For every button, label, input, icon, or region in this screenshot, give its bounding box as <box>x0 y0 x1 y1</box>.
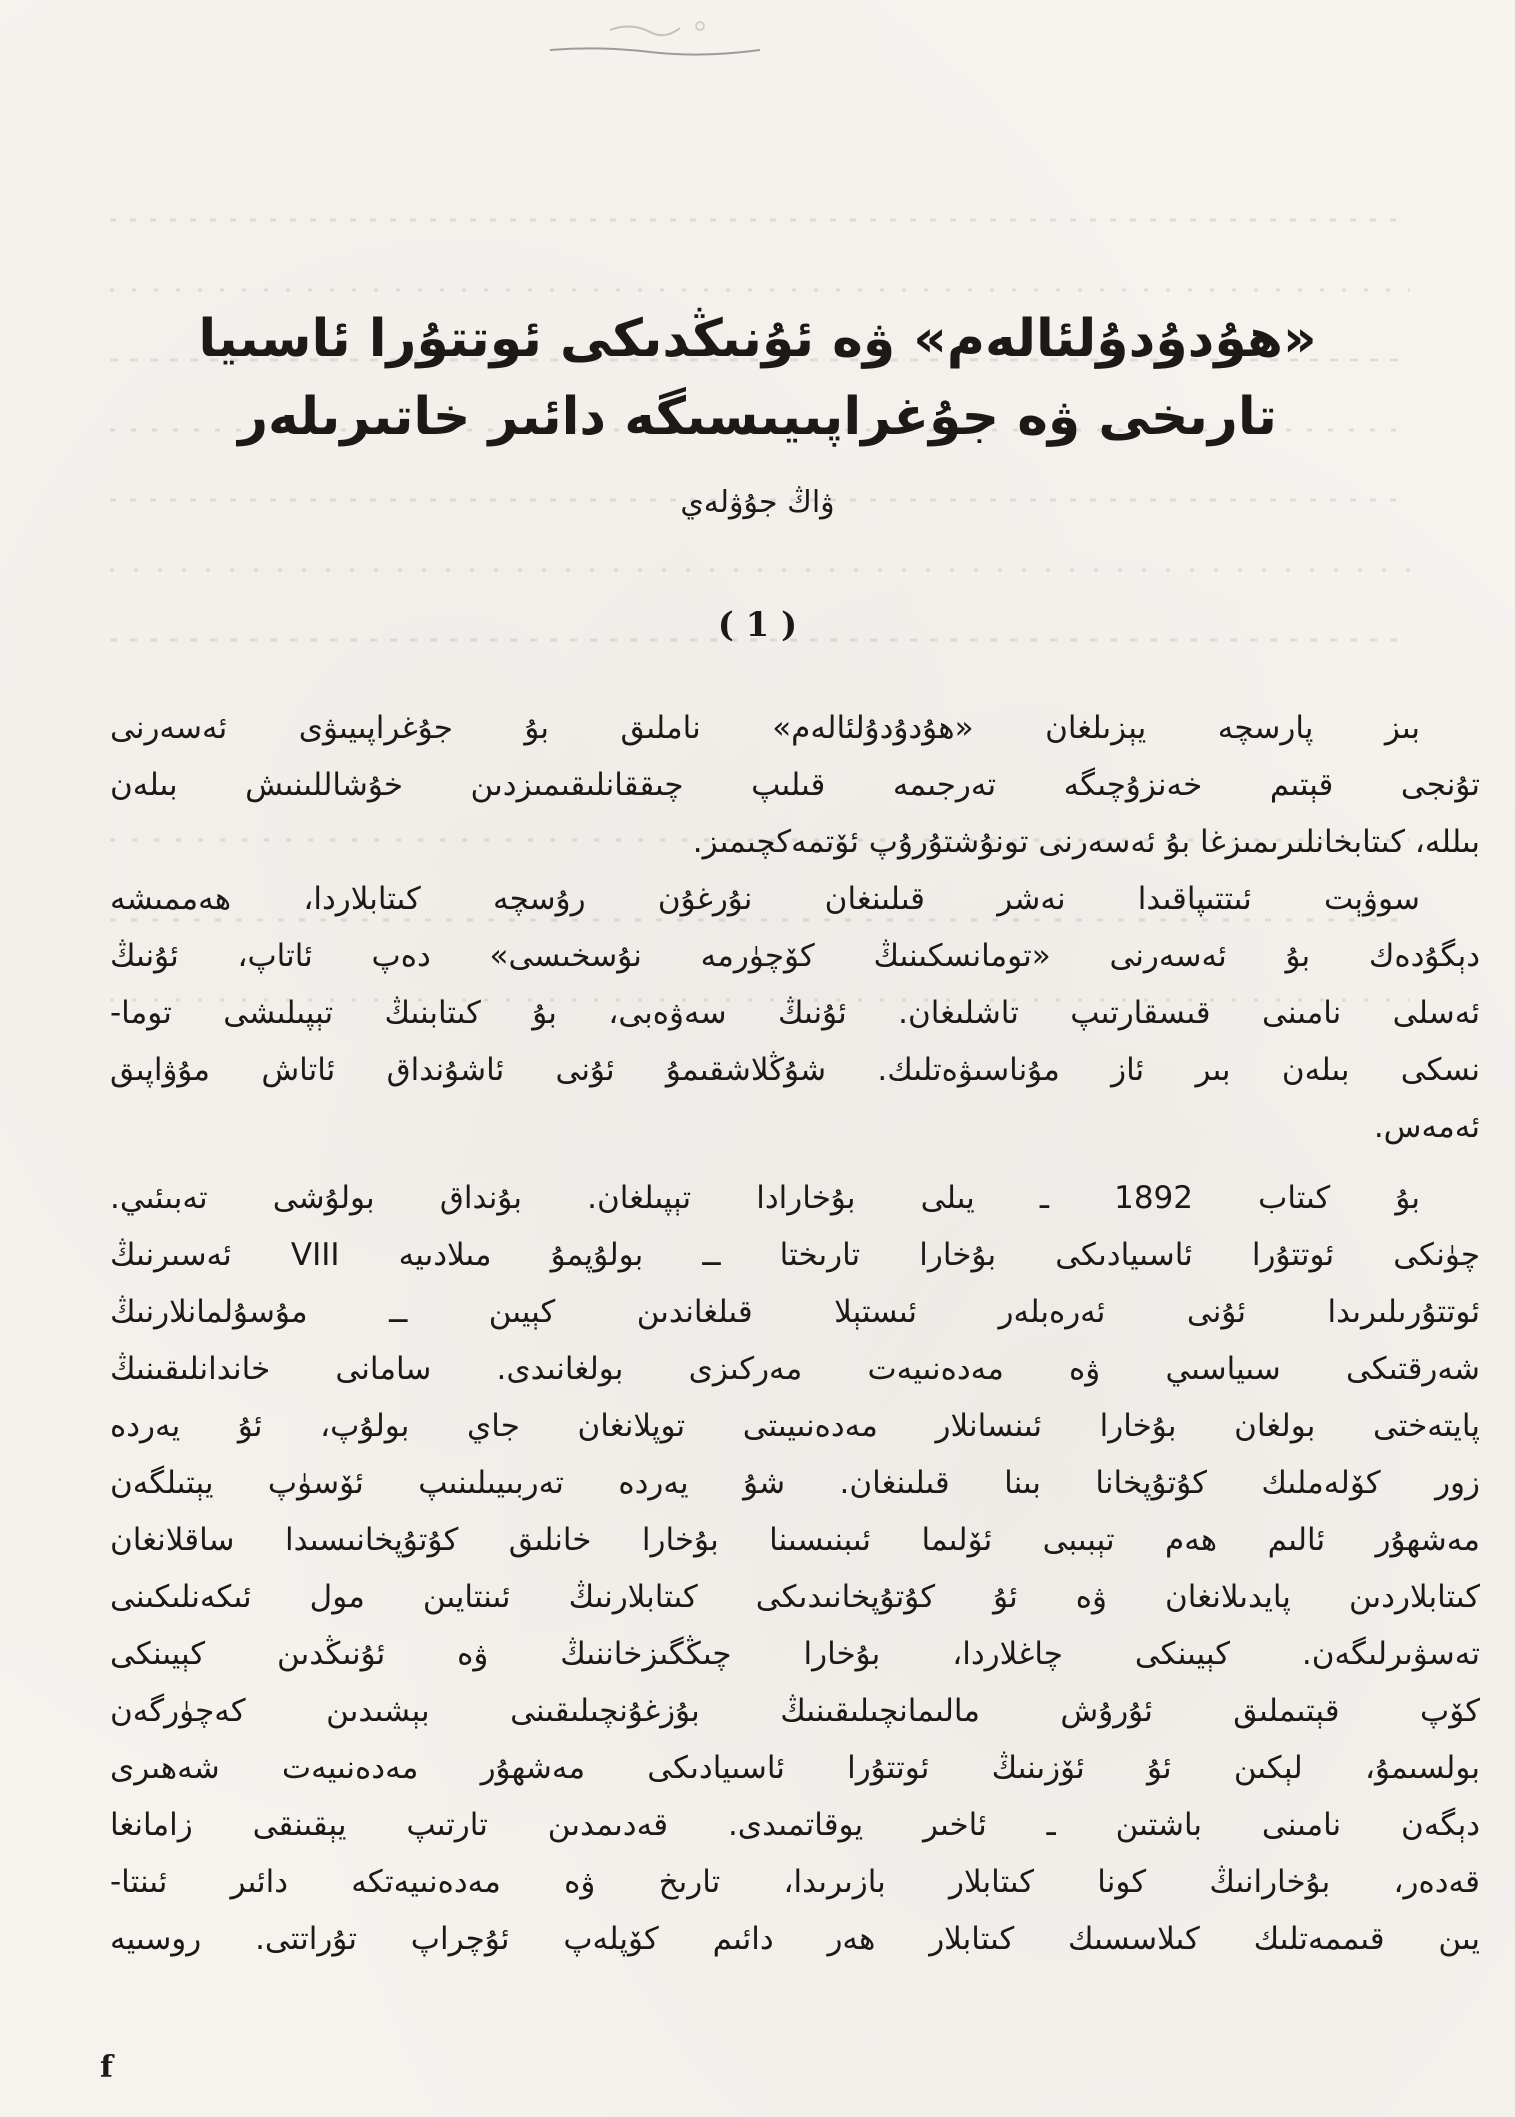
title-line: «ھۇدۇدۇلئالەم» ۋە ئۇنىڭدىكى ئوتتۇرا ئاسىيا <box>198 309 1317 369</box>
text-line: سوۋېت ئىتتىپاقىدا نەشر قىلىنغان نۇرغۇن رۇسچە كىتابلاردا، ھەممىشە <box>110 881 1420 917</box>
text-line: كىتابلاردىن پايدىلانغان ۋە ئۇ كۇتۇپخانىدىكى كىتابلارنىڭ ئىنتايىن مول ئىكەنلىكىنى <box>110 1579 1480 1615</box>
text-line: ئەسلى نامىنى قىسقارتىپ تاشلىغان. ئۇنىڭ سەۋەبى، بۇ كىتابنىڭ تېپىلىشى توما- <box>110 995 1480 1031</box>
text-line: نسكى بىلەن بىر ئاز مۇناسىۋەتلىك. شۇڭلاشقىمۇ ئۇنى ئاشۇنداق ئاتاش مۇۋاپىق <box>110 1052 1480 1088</box>
title-line: تارىخى ۋە جۇغراپىيىسىگە دائىر خاتىرىلەر <box>238 387 1277 447</box>
part-number: ( 1 ) <box>717 605 798 645</box>
text-line: يىن قىممەتلىك كىلاسسىك كىتابلار ھەر دائىم كۆپلەپ ئۇچراپ تۇراتتى. روسىيە <box>110 1921 1480 1957</box>
text-line: بىللە، كىتابخانلىرىمىزغا بۇ ئەسەرنى تونۇشتۇرۇپ ئۆتمەكچىمىز. <box>692 824 1480 860</box>
text-line: دېگۇدەك بۇ ئەسەرنى «تومانسكىنىڭ كۆچۈرمە نۇسخىسى» دەپ ئاتاپ، ئۇنىڭ <box>110 938 1480 974</box>
text-line: مەشھۇر ئالىم ھەم تېبىبى ئۆلىما ئىبنىسىنا بۇخارا خانلىق كۇتۇپخانىسىدا ساقلانغان <box>110 1522 1480 1558</box>
text-line: ئوتتۇرىلىرىدا ئۇنى ئەرەبلەر ئىستېلا قىلغاندىن كېيىن ــ مۇسۇلمانلارنىڭ <box>110 1294 1480 1330</box>
article-title <box>150 300 1365 456</box>
page-number: f <box>100 2050 113 2085</box>
text-line: كۆپ قېتىملىق ئۇرۇش مالىمانچىلىقىنىڭ بۇزغۇنچىلىقىنى بېشىدىن كەچۈرگەن <box>110 1693 1480 1729</box>
author-name: ۋاڭ جۇۋلەي <box>680 485 835 520</box>
text-line: بۇ كىتاب 1892 ـ يىلى بۇخارادا تېپىلغان. بۇنداق بولۇشى تەبىئىي. <box>110 1180 1421 1216</box>
text-line: تەسۋىرلىگەن. كېيىنكى چاغلاردا، بۇخارا چىڭگىزخاننىڭ ۋە ئۇنىڭدىن كېيىنكى <box>110 1636 1480 1672</box>
text-line: زور كۆلەملىك كۇتۇپخانا بىنا قىلىنغان. شۇ يەردە تەربىيىلىنىپ ئۆسۈپ يېتىلگەن <box>110 1465 1480 1501</box>
text-line: دېگەن نامىنى باشتىن ـ ئاخىر يوقاتمىدى. قەدىمدىن تارتىپ يېقىنقى زامانغا <box>110 1807 1480 1843</box>
text-line: ئەمەس. <box>1373 1109 1480 1145</box>
text-line: شەرقتىكى سىياسىي ۋە مەدەنىيەت مەركىزى بولغانىدى. سامانى خاندانلىقىنىڭ <box>110 1351 1480 1387</box>
handwritten-mark <box>540 10 770 70</box>
text-line: تۇنجى قېتىم خەنزۇچىگە تەرجىمە قىلىپ چىققانلىقىمىزدىن خۇشاللىنىش بىلەن <box>110 767 1480 803</box>
text-line: پايتەختى بولغان بۇخارا ئىنسانلار مەدەنىيىتى توپلانغان جاي بولۇپ، ئۇ يەردە <box>110 1408 1480 1444</box>
text-line: بولسىمۇ، لېكىن ئۇ ئۆزىنىڭ ئوتتۇرا ئاسىيادىكى مەشھۇر مەدەنىيەت شەھىرى <box>110 1750 1480 1786</box>
body-text <box>110 700 1480 1968</box>
text-line: چۈنكى ئوتتۇرا ئاسىيادىكى بۇخارا تارىختا ــ بولۇپمۇ مىلادىيە VIII ئەسىرنىڭ <box>110 1237 1480 1273</box>
text-line: بىز پارسچە يېزىلغان «ھۇدۇدۇلئالەم» ناملىق بۇ جۇغراپىيىۋى ئەسەرنى <box>110 710 1420 746</box>
text-line: قەدەر، بۇخارانىڭ كونا كىتابلار بازىرىدا، تارىخ ۋە مەدەنىيەتكە دائىر ئىنتا- <box>110 1864 1480 1900</box>
